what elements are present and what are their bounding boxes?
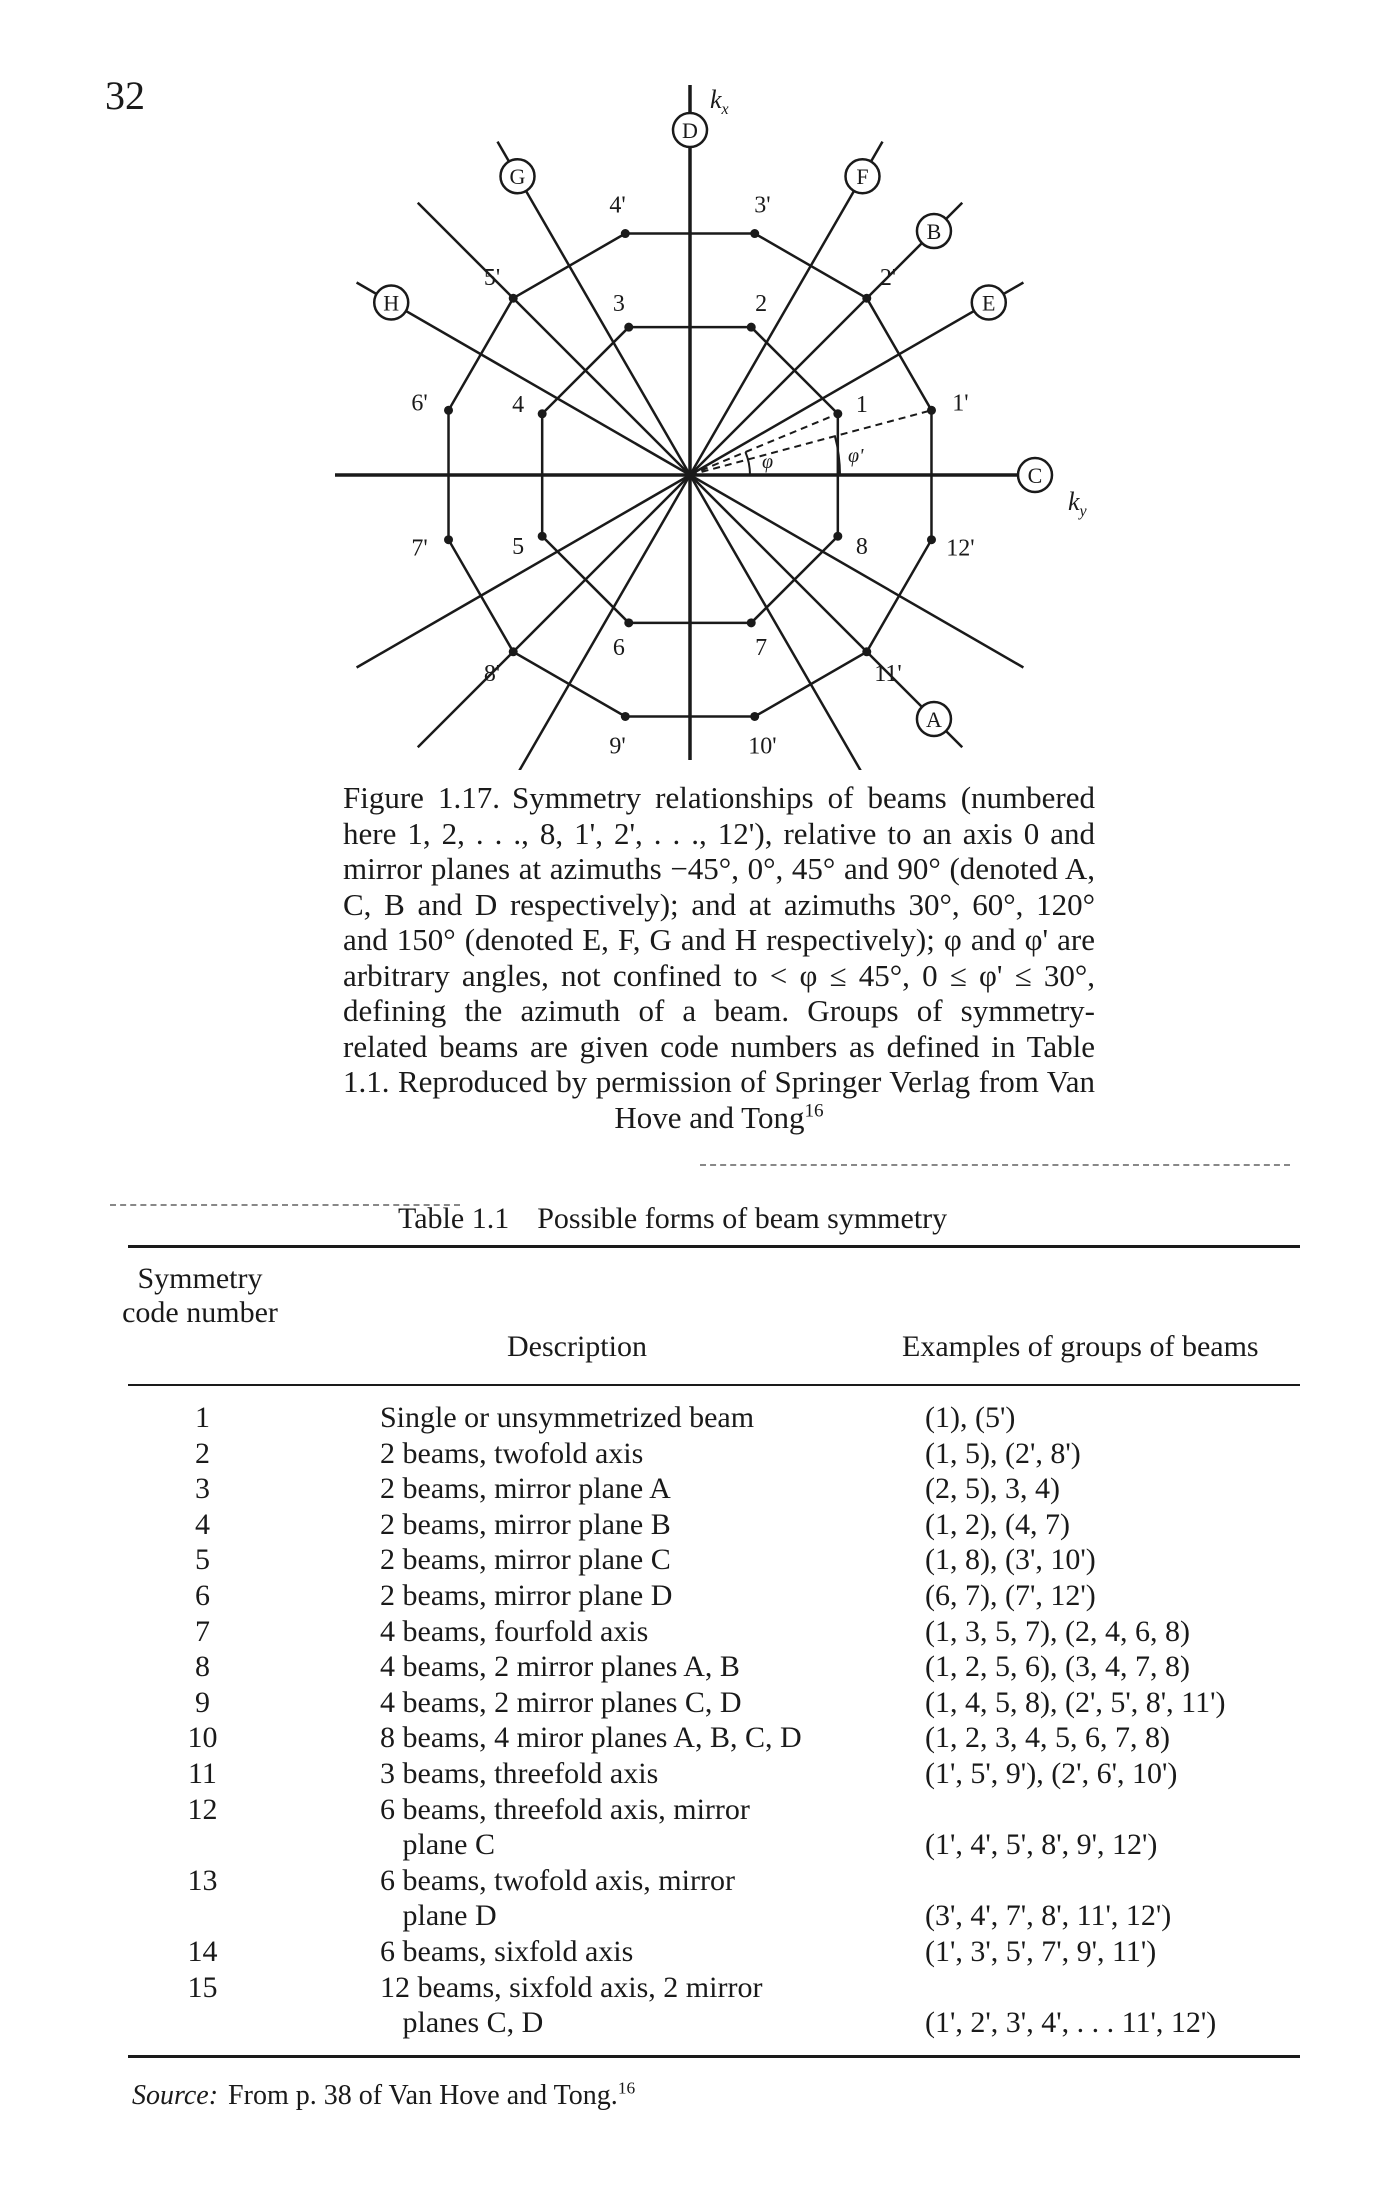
- row-examples: (1, 5), (2', 8'): [925, 1436, 1081, 1470]
- outer-beam-dot: [444, 535, 453, 544]
- plane-letter-a: A: [926, 706, 942, 732]
- plane-letter-b: B: [926, 219, 942, 245]
- row-description: 8 beams, 4 miror planes A, B, C, D: [380, 1721, 802, 1755]
- row-code: 8: [195, 1650, 210, 1684]
- table-row: [0, 1436, 1398, 1472]
- row-code: 13: [187, 1863, 218, 1897]
- phi-prime-symbol: φ': [848, 445, 864, 467]
- row-examples: (1, 2, 3, 4, 5, 6, 7, 8): [925, 1721, 1170, 1755]
- inner-beam-dot: [538, 409, 547, 418]
- table-row: [0, 1792, 1398, 1863]
- outer-beam-label: 4': [609, 192, 626, 219]
- table-source: [132, 2080, 635, 2112]
- outer-beam-label: 1': [952, 390, 969, 417]
- table-row: [0, 1507, 1398, 1543]
- row-description: 6 beams, twofold axis, mirror plane D: [380, 1863, 735, 1933]
- row-code: 10: [187, 1721, 218, 1755]
- row-examples: (1', 2', 3', 4', . . . 11', 12'): [925, 2006, 1217, 2040]
- row-description: Single or unsymmetrized beam: [380, 1401, 755, 1434]
- kx-axis-label: $k_x$: [710, 85, 729, 118]
- ky-axis-label: $k_y$: [1068, 487, 1087, 520]
- table-row: [0, 1471, 1398, 1507]
- row-examples: (6, 7), (7', 12'): [925, 1578, 1096, 1612]
- figure-label: Figure 1.17.: [343, 780, 500, 815]
- row-examples: (2, 5), 3, 4): [925, 1472, 1060, 1506]
- row-description: 2 beams, twofold axis: [380, 1436, 644, 1470]
- row-description: 4 beams, 2 mirror planes C, D: [380, 1685, 742, 1719]
- row-description: 3 beams, threefold axis: [380, 1756, 659, 1790]
- inner-beam-label: 5: [512, 534, 525, 561]
- outer-beam-dot: [621, 712, 630, 721]
- source-text: From p. 38 of Van Hove and Tong.: [228, 2080, 618, 2111]
- table-row: [0, 1934, 1398, 1970]
- outer-beam-dot: [750, 229, 759, 238]
- outer-beam-dot: [750, 712, 759, 721]
- outer-beam-dot: [862, 294, 871, 303]
- row-code: 2: [195, 1436, 210, 1470]
- row-examples: (1', 5', 9'), (2', 6', 10'): [925, 1756, 1178, 1790]
- row-examples: (1, 2), (4, 7): [925, 1507, 1070, 1541]
- inner-beam-label: 2: [755, 291, 768, 318]
- figure-caption: [343, 780, 1095, 1135]
- page-number: 32: [105, 73, 145, 118]
- outer-beam-dot: [509, 294, 518, 303]
- plane-letter-d: D: [682, 118, 698, 143]
- table-row: [0, 1720, 1398, 1756]
- outer-beam-dot: [444, 406, 453, 415]
- inner-beam-label: 7: [755, 634, 768, 661]
- table-top-rule: [128, 1245, 1300, 1248]
- phi-angle-marks: [690, 410, 931, 475]
- row-code: 11: [188, 1756, 217, 1790]
- outer-beam-label: 12': [946, 535, 975, 562]
- row-code: 6: [195, 1578, 210, 1612]
- row-description: 4 beams, 2 mirror planes A, B: [380, 1650, 740, 1684]
- table-row: [0, 1863, 1398, 1934]
- phi-symbol: φ: [762, 451, 774, 473]
- k-axes: [335, 85, 1045, 760]
- table-row: [0, 1756, 1398, 1792]
- outer-beam-dot: [862, 647, 871, 656]
- table-row: [0, 1685, 1398, 1721]
- phi-arc: [745, 452, 750, 475]
- row-description: 2 beams, mirror plane D: [380, 1578, 673, 1612]
- inner-beam-label: 4: [512, 391, 525, 418]
- outer-beam-label: 5': [483, 265, 501, 292]
- table-row: [0, 1970, 1398, 2041]
- table-number: Table 1.1: [398, 1202, 510, 1235]
- plane-letter-f: F: [856, 164, 869, 190]
- inner-beam-dot: [624, 618, 633, 627]
- row-examples: (1, 2, 5, 6), (3, 4, 7, 8): [925, 1650, 1190, 1684]
- dashed-divider-right: [700, 1164, 1290, 1166]
- row-description: 6 beams, sixfold axis: [380, 1934, 634, 1968]
- plane-letter-c: C: [1027, 463, 1043, 488]
- row-code: 14: [187, 1934, 218, 1968]
- outer-beam-dot: [927, 535, 936, 544]
- inner-beam-dot: [833, 532, 842, 541]
- outer-beam-dot: [927, 406, 936, 415]
- row-description: 2 beams, mirror plane C: [380, 1543, 671, 1577]
- inner-beam-label: 8: [855, 534, 868, 561]
- caption-reference: 16: [804, 1100, 824, 1122]
- outer-beam-label: 3': [754, 192, 771, 219]
- outer-beam-label: 6': [411, 390, 428, 417]
- table-body: [0, 1400, 1398, 2041]
- row-examples: (1, 4, 5, 8), (2', 5', 8', 11'): [925, 1685, 1226, 1719]
- inner-beam-dot: [747, 323, 756, 332]
- row-description: 6 beams, threefold axis, mirror plane C: [380, 1792, 750, 1862]
- table-header-rule: [128, 1384, 1300, 1386]
- table-row: [0, 1649, 1398, 1685]
- row-code: 1: [195, 1401, 210, 1434]
- row-examples: (1', 4', 5', 8', 9', 12'): [925, 1828, 1158, 1862]
- beam-symmetry-diagram: [300, 70, 1120, 770]
- header-description: Description: [507, 1330, 647, 1363]
- row-code: 12: [187, 1792, 218, 1826]
- row-code: 15: [187, 1970, 218, 2004]
- outer-beam-label: 8': [483, 660, 501, 687]
- outer-beam-label: 10': [748, 733, 777, 760]
- plane-letter-e: E: [982, 290, 996, 316]
- table-row: [0, 1578, 1398, 1614]
- row-code: 4: [195, 1507, 210, 1541]
- table-bottom-rule: [128, 2055, 1300, 2058]
- source-label: Source:: [132, 2080, 219, 2111]
- table-row: [0, 1542, 1398, 1578]
- row-examples: (3', 4', 7', 8', 11', 12'): [925, 1899, 1172, 1933]
- table-row: [0, 1400, 1398, 1436]
- inner-beam-dot: [833, 409, 842, 418]
- row-description: 2 beams, mirror plane A: [380, 1472, 671, 1506]
- row-code: 9: [195, 1685, 210, 1719]
- plane-letter-h: H: [383, 290, 400, 316]
- inner-beam-label: 1: [855, 391, 868, 418]
- table-caption: Possible forms of beam symmetry: [537, 1202, 948, 1235]
- outer-beam-label: 2': [879, 265, 897, 292]
- inner-beam-dot: [538, 532, 547, 541]
- row-examples: (1', 3', 5', 7', 9', 11'): [925, 1934, 1157, 1968]
- outer-beam-dot: [621, 229, 630, 238]
- outer-beam-dot: [509, 647, 518, 656]
- row-examples: (1, 3, 5, 7), (2, 4, 6, 8): [925, 1614, 1190, 1648]
- table-row: [0, 1614, 1398, 1650]
- row-code: 5: [195, 1543, 210, 1577]
- row-description: 2 beams, mirror plane B: [380, 1507, 671, 1541]
- row-code: 7: [195, 1614, 210, 1648]
- header-examples: Examples of groups of beams: [902, 1330, 1259, 1363]
- outer-beam-label: 7': [411, 535, 428, 562]
- row-code: 3: [195, 1472, 210, 1506]
- row-examples: (1, 8), (3', 10'): [925, 1543, 1096, 1577]
- row-examples: (1), (5'): [925, 1401, 1016, 1434]
- plane-badges: [374, 113, 1052, 736]
- caption-text: Symmetry relationships of beams (numbered here 1, 2, . . ., 8, 1', 2', . . ., 12'), relative to an axis 0 and mirror planes at azimuths −45°, 0°, 45° and 90° (denoted A, C, B and D respectively); and at azimuths 30°, 60°, 120° and 150° (denoted E, F, G and H respectively); φ and φ' are arbitrary angles, not confined to < φ ≤ 45°, 0 ≤ φ' ≤ 30°, defining the azimuth of a beam. Groups of symmetry-related beams are given code numbers as defined in Table 1.1. Reproduced by permission of Springer Verlag from Van Hove and Tong: [343, 780, 1096, 1135]
- header-symmetry-code: Symmetry code number: [122, 1262, 278, 1329]
- phi-prime-dashed-line: [690, 410, 931, 475]
- source-reference: 16: [617, 2078, 636, 2098]
- inner-beam-dot: [624, 323, 633, 332]
- inner-beam-label: 6: [612, 634, 625, 661]
- row-description: 12 beams, sixfold axis, 2 mirror planes C, D: [380, 1970, 763, 2040]
- outer-beam-label: 11': [874, 660, 902, 687]
- plane-letter-g: G: [509, 164, 526, 190]
- table-title: [398, 1202, 947, 1236]
- inner-beam-label: 3: [612, 291, 625, 318]
- outer-beam-label: 9': [609, 733, 626, 760]
- row-description: 4 beams, fourfold axis: [380, 1614, 649, 1648]
- inner-beam-dot: [747, 618, 756, 627]
